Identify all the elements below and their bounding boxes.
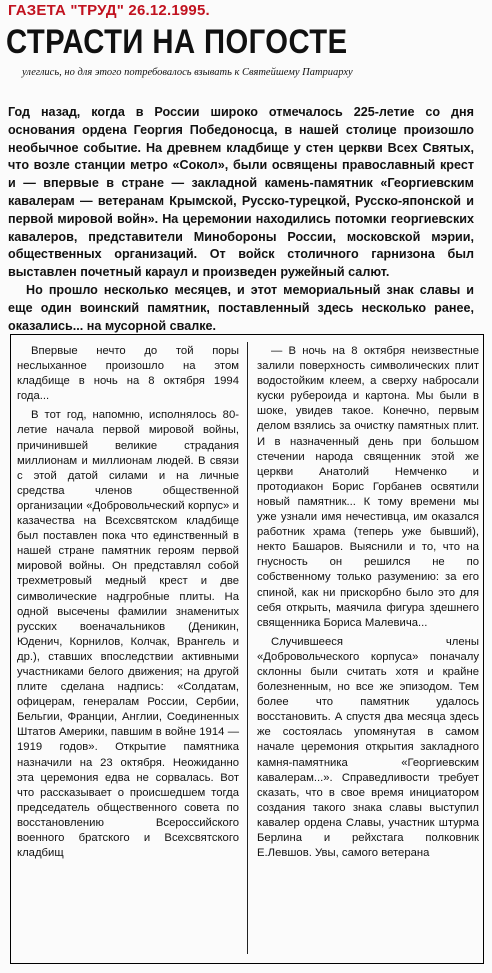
subheadline: улеглись, но для этого потребовалось взывать к Святейшему Патриарху (22, 67, 353, 78)
right-column (257, 344, 479, 865)
left-paragraph-1: Впервые нечто до той поры неслыханное произошло на этом кладбище в ночь на 8 октября 1994 года... (17, 345, 239, 403)
right-paragraph-1: — В ночь на 8 октября неизвестные залили поверхность символических плит водостойким клеем, а сверху набросали куски рубероида и картона. Мы были в шоке, увидев такое. Конечно, первым делом взялись за очистку памятных плит. И в назначенный день при большом стечении народа священник этой же церкви Анатолий Немченко и протодиакон Борис Горбанев освятили новый памятник... К тому времени мы уже узнали имя нечестивца, им оказался работник храма (теперь уже бывший), некто Башаров. Выяснили и то, что на гнусность он решился не по собственному только разумению: за его спиной, как ни прискорбно было это для себя открыть, маячила фигура здешнего священника Бориса Малевича... (257, 345, 479, 629)
column-divider (247, 342, 248, 954)
left-column (17, 344, 239, 865)
right-paragraph-2: Случившееся члены «Добровольческого корпуса» поначалу склонны были считать хотя и крайне болезненным, но все же эпизодом. Тем более что памятник удалось восстановить. А спустя два месяца здесь же состоялась упомянутая в самом начале церемония открытия закладного камня-памятника «Георгиевским кавалерам...». Справедливости требует сказать, что в свое время инициатором создания такого знака славы выступил кавалер ордена Славы, участник штурма Берлина и рейхстага полковник Е.Левшов. Увы, самого ветерана (257, 635, 479, 860)
newspaper-source: ГАЗЕТА "ТРУД" 26.12.1995. (8, 2, 210, 19)
headline: СТРАСТИ НА ПОГОСТЕ (6, 23, 348, 61)
lead-text-1: Год назад, когда в России широко отмечалось 225-летие со дня основания ордена Георгия Победоносца, в нашей столице произошло необычное событие. На древнем кладбище у стен церкви Всех Святых, что возле станции метро «Сокол», были освящены православный крест и — впервые в стране — закладной камень-памятник «Георгиевским кавалерам — ветеранам Крымской, Русско-турецкой, Русско-японской и первой мировой войн». На церемонии находились потомки георгиевских кавалеров, представители Минобороны России, московской мэрии, общественных организаций. От войск столичного гарнизона был выставлен почетный караул и произведен ружейный салют. (8, 105, 474, 280)
lead-text-2: Но прошло несколько месяцев, и этот мемориальный знак славы и еще один воинский памятник, поставленный здесь несколько ранее, оказались... на мусорной свалке. (8, 282, 474, 333)
lead-paragraph (8, 104, 474, 335)
left-paragraph-2: В тот год, напомню, исполнялось 80-летие начала первой мировой войны, причинившей великие страдания миллионам и миллионам людей. В связи с этой датой силами и на личные средства членов общественной организации «Добровольческий корпус» и казачества на Всехсвятском кладбище был поставлен пока что единственный в нашей стране памятник героям первой мировой войны. Он представлял собой трехметровый медный крест и две символические надгробные плиты. На одной высечены фамилии знаменитых русских военачальников (Деникин, Юденич, Корнилов, Колчак, Врангель и др.), ставших впоследствии активными участниками белого движения; на другой плите сделана надпись: «Солдатам, офицерам, генералам России, Сербии, Бельгии, Франции, Англии, Соединенных Штатов Америки, павшим в войне 1914 — 1919 годов». Открытие памятника назначили на 23 октября. Неожиданно эта церемония едва не сорвалась. Вот что рассказывает о происшедшем тогда председатель общественного совета по восстановлению Всероссийского военного братского и Всехсвятского кладбищ (17, 409, 239, 860)
